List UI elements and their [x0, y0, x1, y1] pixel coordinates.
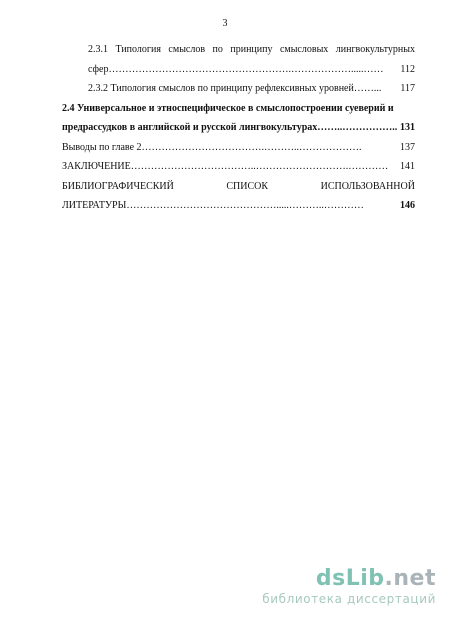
toc-leader-dots: ……...: [353, 83, 382, 94]
toc-item-conclusions: [62, 138, 415, 158]
toc-item-2-3-1-title: [62, 40, 415, 60]
toc-word: по: [212, 44, 223, 55]
dslib-subtitle: библиотека диссертаций: [262, 592, 436, 606]
toc-item-2-4-title: [62, 99, 415, 119]
toc-page-number: 112: [400, 63, 415, 75]
dslib-logo-suffix: .net: [384, 566, 436, 591]
toc-page-number: 146: [400, 200, 415, 211]
toc-item-bibliography-continuation: [62, 196, 415, 216]
toc-leader-dots: ……………………………………………….……………….....……: [108, 63, 384, 75]
toc-leader-dots: ………………………………..……………………….…………: [130, 161, 389, 172]
toc-page-number: 131: [400, 122, 415, 133]
toc-word: Типология: [115, 44, 161, 55]
dslib-logo: [262, 567, 436, 591]
toc-entry-text: предрассудков в английской и русской лингвокультурах: [62, 122, 318, 133]
toc-leader-dots: ……………………………………….....………..…………: [126, 200, 364, 211]
page-number: 3: [222, 18, 228, 29]
dslib-logo-main: dsLib: [315, 566, 385, 591]
toc-word: БИБЛИОГРАФИЧЕСКИЙ: [62, 180, 174, 192]
toc-word: ИСПОЛЬЗОВАННОЙ: [320, 180, 415, 192]
toc-word: смысловых: [279, 44, 329, 55]
toc-entry-text: ЗАКЛЮЧЕНИЕ: [62, 161, 131, 172]
toc-item-2-3-1-continuation: [62, 60, 415, 80]
toc-item-conclusion: [62, 157, 415, 177]
toc-word: принципу: [230, 44, 273, 55]
toc-word: лингвокультурных: [335, 44, 415, 55]
toc-word: СПИСОК: [226, 180, 269, 192]
toc-item-2-3-2: [62, 79, 415, 99]
toc-entry-text: Выводы по главе 2: [62, 141, 142, 153]
toc-item-bibliography-title: [62, 177, 415, 197]
toc-leader-dots: ……………………………….………..……………….: [141, 141, 362, 153]
toc-page-number: 137: [400, 141, 415, 153]
toc-item-2-4-continuation: [62, 118, 415, 138]
toc-entry-text: сфер: [88, 63, 109, 75]
toc-leader-dots: ……..……………..: [317, 122, 398, 133]
table-of-contents: [62, 40, 415, 216]
toc-entry-text: ЛИТЕРАТУРЫ: [62, 200, 127, 211]
toc-word: смыслов: [168, 44, 206, 55]
toc-page-number: 141: [400, 161, 415, 172]
toc-entry-text: 2.4 Универсальное и этноспецифическое в смыслопостроении суеверий и: [62, 102, 394, 114]
dslib-watermark: [262, 567, 436, 607]
toc-entry-text: 2.3.2 Типология смыслов по принципу рефлексивных уровней: [88, 83, 354, 94]
toc-word: 2.3.1: [88, 44, 108, 55]
toc-page-number: 117: [400, 83, 415, 94]
